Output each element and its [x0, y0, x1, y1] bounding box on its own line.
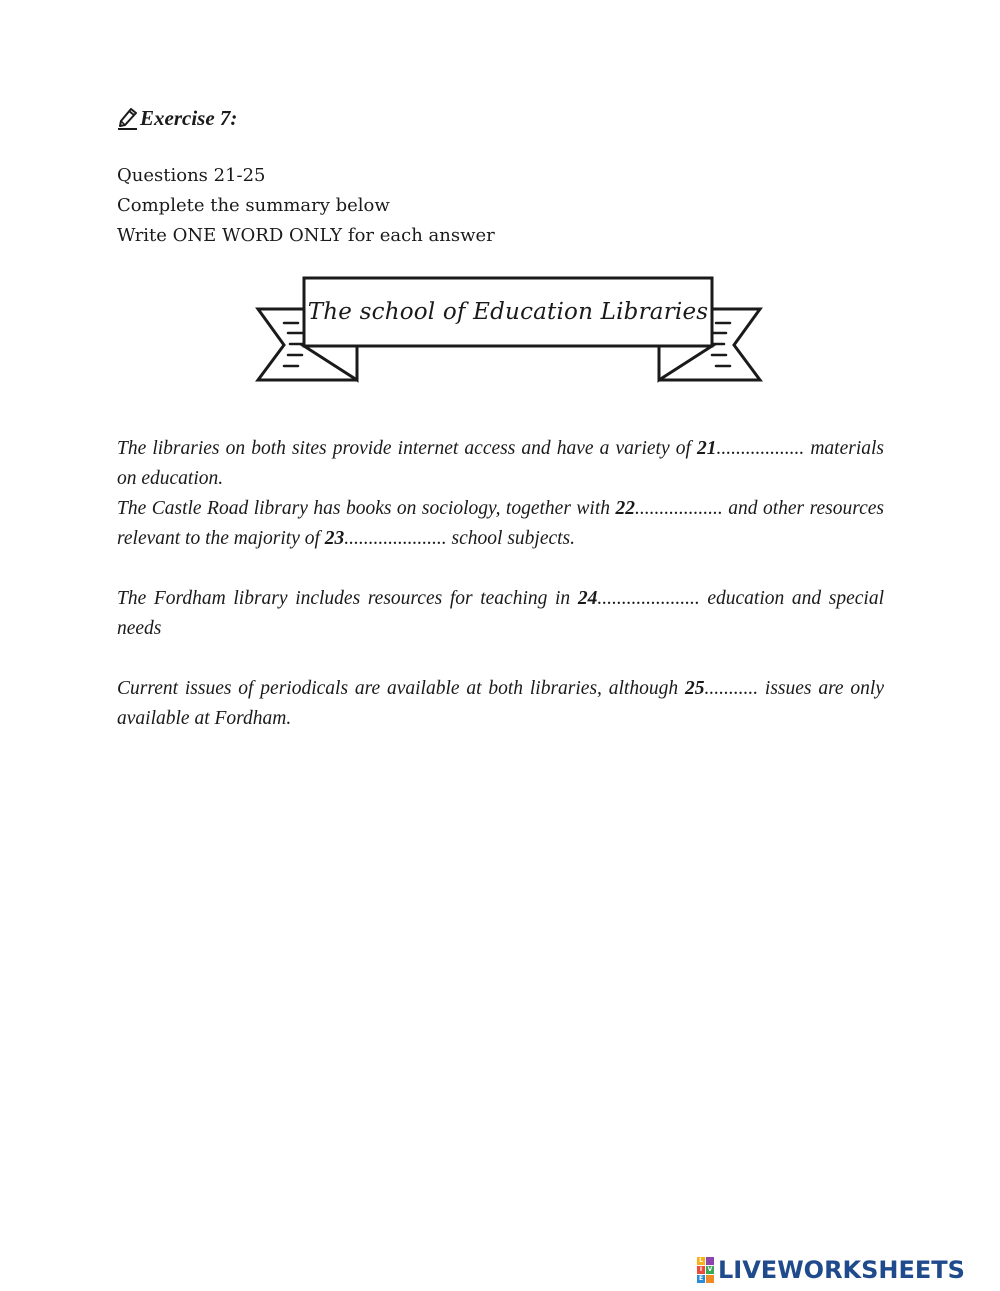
logo-grid-cell: I [697, 1266, 705, 1274]
answer-blank-23[interactable]: ..................... school subjects. [344, 528, 576, 549]
summary-text [117, 434, 884, 734]
summary-paragraph-3 [117, 584, 884, 644]
question-number-21: 21 [696, 438, 717, 459]
logo-grid-cell: L [697, 1257, 705, 1265]
exercise-heading [117, 106, 237, 131]
answer-blank-22[interactable]: .................. and other resources relevant to the majority of [117, 498, 884, 549]
logo-grid-cell: V [707, 1266, 713, 1273]
pen-icon [117, 107, 139, 131]
logo-grid-icon [697, 1257, 714, 1283]
summary-text-segment: The Castle Road library has books on sociology, together with [117, 498, 616, 519]
liveworksheets-logo[interactable] [697, 1255, 965, 1285]
summary-paragraph-4 [117, 674, 884, 734]
summary-paragraph-1 [117, 434, 884, 494]
summary-text-segment: The libraries on both sites provide internet access and have a variety of [117, 438, 697, 459]
banner-title: The school of Education Libraries [307, 299, 709, 325]
question-number-25: 25 [684, 678, 705, 699]
summary-text-segment: Current issues of periodicals are available at both libraries, although [117, 678, 685, 699]
answer-blank-21[interactable]: .................. materials on education. [117, 438, 884, 489]
logo-grid-cell [706, 1257, 714, 1265]
question-number-24: 24 [577, 588, 598, 609]
instruction-complete: Complete the summary below [117, 195, 390, 216]
instruction-questions: Questions 21-25 [117, 165, 266, 186]
logo-grid-cell: E [698, 1275, 704, 1282]
question-number-23: 23 [324, 528, 345, 549]
question-number-22: 22 [615, 498, 635, 519]
summary-text-segment: The Fordham library includes resources for teaching in [117, 588, 578, 609]
answer-blank-25[interactable]: ........... issues are only available at Fordham. [117, 678, 884, 729]
exercise-title: Exercise 7: [140, 106, 238, 130]
logo-text: LIVEWORKSHEETS [718, 1256, 965, 1284]
instructions [117, 161, 495, 251]
instruction-word-limit: Write ONE WORD ONLY for each answer [117, 225, 495, 246]
summary-paragraph-2 [117, 494, 884, 554]
answer-blank-24[interactable]: ..................... education and special needs [117, 588, 885, 639]
logo-grid-cell [706, 1275, 714, 1283]
